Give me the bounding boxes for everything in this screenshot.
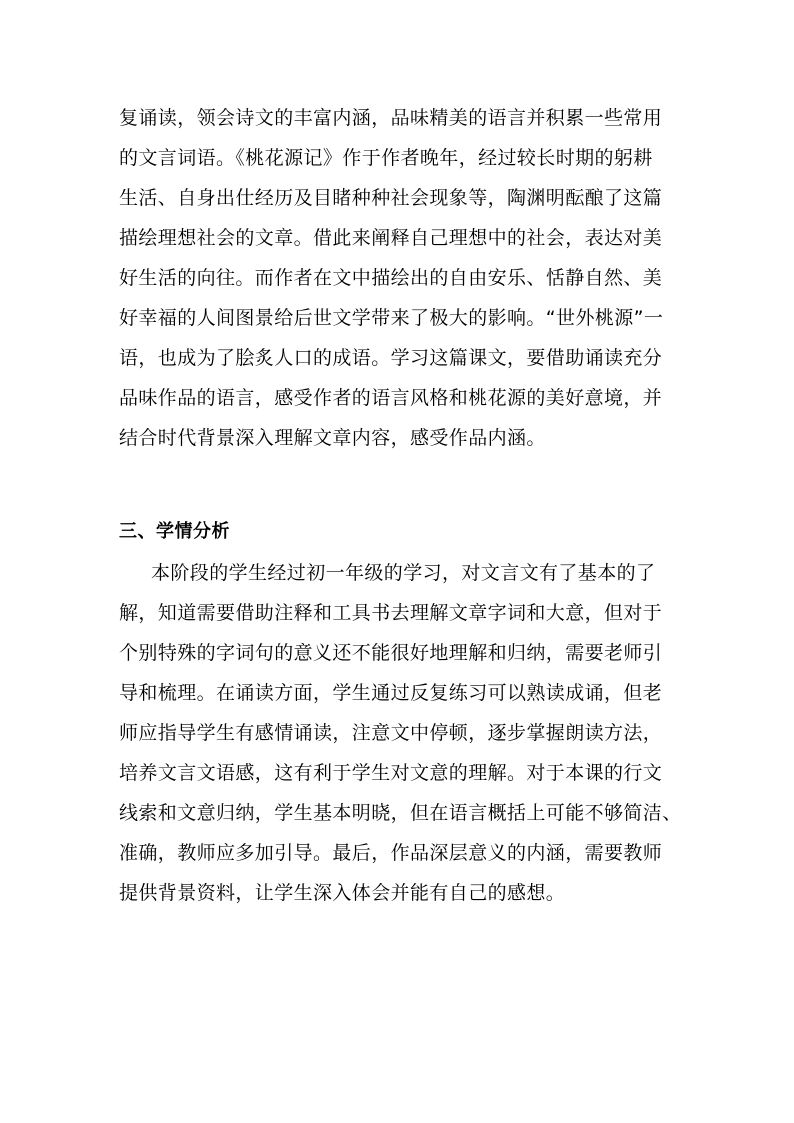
paragraph-line: 线索和文意归纳，学生基本明晓，但在语言概括上可能不够简洁、 [119,802,682,824]
paragraph-line: 本阶段的学生经过初一年级的学习，对文言文有了基本的了 [151,562,656,584]
paragraph-line: 结合时代背景深入理解文章内容，感受作品内涵。 [119,427,546,449]
paragraph-line: 品味作品的语言，感受作者的语言风格和桃花源的美好意境，并 [119,387,663,409]
paragraph-line: 的文言词语。《桃花源记》作于作者晚年，经过较长时期的躬耕 [119,147,653,169]
paragraph-line: 语，也成为了脍炙人口的成语。学习这篇课文，要借助诵读充分 [119,347,663,369]
paragraph-line: 培养文言文语感，这有利于学生对文意的理解。对于本课的行文 [119,762,663,784]
paragraph-line: 导和梳理。在诵读方面，学生通过反复练习可以熟读成诵，但老 [119,682,663,704]
paragraph-line: 提供背景资料，让学生深入体会并能有自己的感想。 [119,882,566,904]
paragraph-line: 好幸福的人间图景给后世文学带来了极大的影响。“世外桃源”一 [119,307,664,329]
paragraph-line: 解，知道需要借助注释和工具书去理解文章字词和大意，但对于 [119,602,663,624]
paragraph-line: 复诵读，领会诗文的丰富内涵，品味精美的语言并积累一些常用 [119,107,663,129]
paragraph-line: 描绘理想社会的文章。借此来阐释自己理想中的社会，表达对美 [119,227,663,249]
paragraph-line: 好生活的向往。而作者在文中描绘出的自由安乐、恬静自然、美 [119,267,663,289]
section-heading: 三、学情分析 [119,521,230,542]
paragraph-line: 准确，教师应多加引导。最后，作品深层意义的内涵，需要教师 [119,842,663,864]
paragraph-line: 生活、自身出仕经历及目睹种种社会现象等，陶渊明酝酿了这篇 [119,187,663,209]
paragraph-line: 个别特殊的字词句的意义还不能很好地理解和归纳，需要老师引 [119,642,663,664]
paragraph-line: 师应指导学生有感情诵读，注意文中停顿，逐步掌握朗读方法， [119,722,663,744]
